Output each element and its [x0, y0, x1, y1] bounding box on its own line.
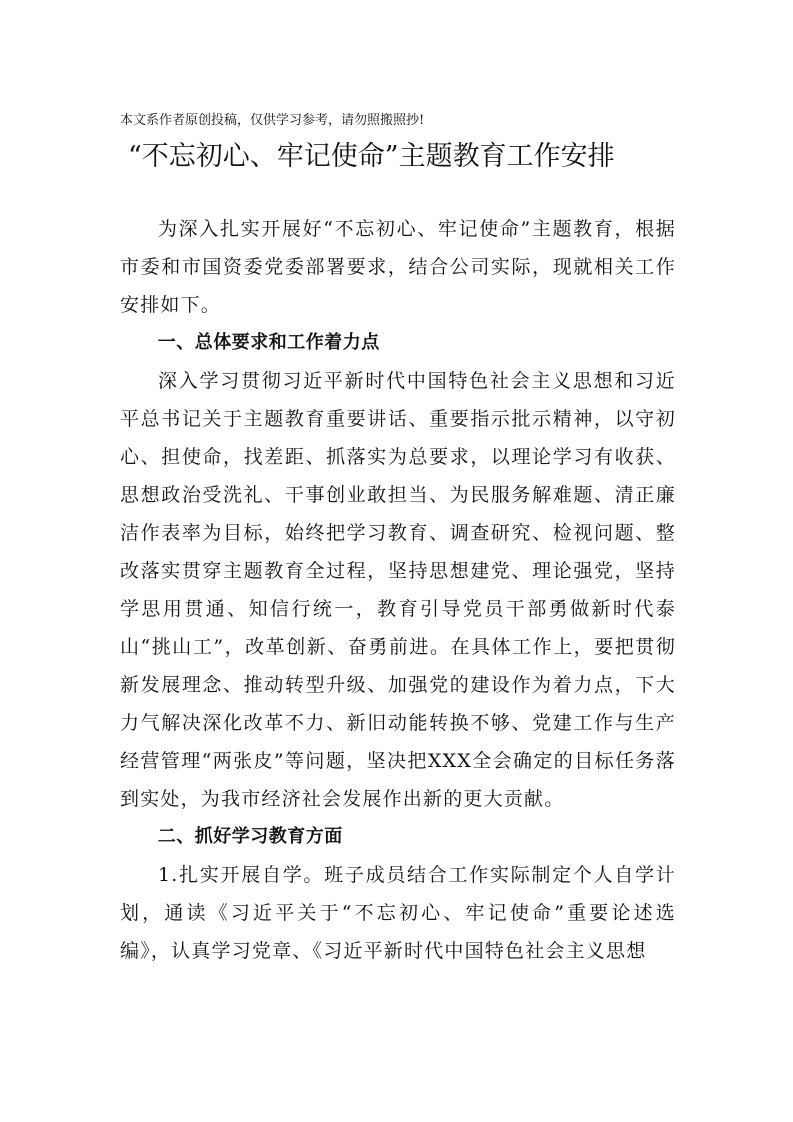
document-title: “不忘初心、牢记使命”主题教育工作安排: [128, 141, 615, 172]
document-body: [120, 210, 676, 970]
section-paragraph-1: 深入学习贯彻习近平新时代中国特色社会主义思想和习近平总书记关于主题教育重要讲话、重要指示批示精神，以守初心、担使命，找差距、抓落实为总要求，以理论学习有收获、思想政治受洗礼、干事创业敢担当、为民服务解难题、清正廉洁作表率为目标，始终把学习教育、调查研究、检视问题、整改落实贯穿主题教育全过程，坚持思想建党、理论强党，坚持学思用贯通、知信行统一，教育引导党员干部勇做新时代泰山“挑山工”，改革创新、奋勇前进。在具体工作上，要把贯彻新发展理念、推动转型升级、加强党的建设作为着力点，下大力气解决深化改革不力、新旧动能转换不够、党建工作与生产经营管理“两张皮”等问题，坚决把XXX全会确定的目标任务落到实处，为我市经济社会发展作出新的更大贡献。: [120, 370, 676, 810]
section-paragraph-2: 1.扎实开展自学。班子成员结合工作实际制定个人自学计划，通读《习近平关于“不忘初心、牢记使命”重要论述选编》，认真学习党章、《习近平新时代中国特色社会主义思想: [120, 864, 676, 962]
section-heading-2: 二、抓好学习教育方面: [157, 826, 343, 847]
intro-paragraph: 为深入扎实开展好“不忘初心、牢记使命”主题教育，根据市委和市国资委党委部署要求，结合公司实际，现就相关工作安排如下。: [120, 218, 676, 316]
author-note: 本文系作者原创投稿，仅供学习参考，请勿照搬照抄!: [120, 113, 425, 128]
section-heading-1: 一、总体要求和工作着力点: [157, 332, 380, 353]
